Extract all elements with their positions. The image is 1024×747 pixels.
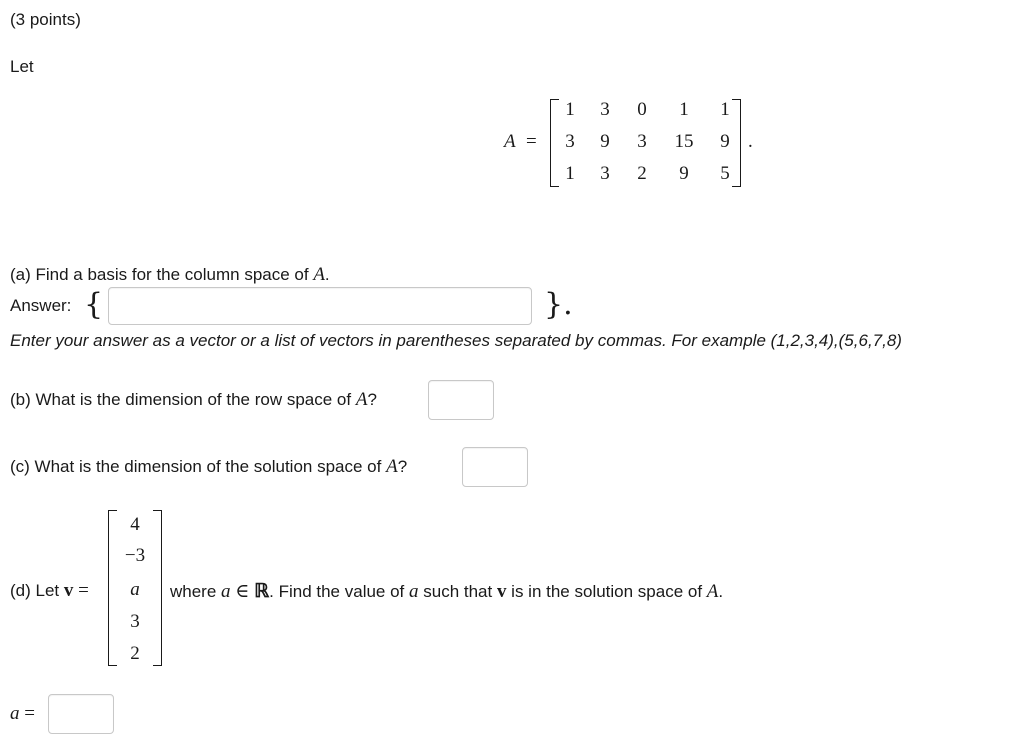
part-b-var: A [355, 389, 368, 410]
matrix-cell: 9 [679, 163, 689, 184]
part-b-question-text: (b) What is the dimension of the row space of [10, 390, 356, 409]
matrix-cell: 3 [565, 131, 575, 152]
row-space-dimension-input[interactable] [428, 380, 494, 420]
part-c-var: A [386, 456, 398, 477]
part-d-such-that: such that [418, 582, 497, 601]
solution-space-dimension-input[interactable] [462, 447, 528, 487]
part-c-question [10, 456, 407, 478]
points-label: (3 points) [10, 10, 81, 29]
part-b-qmark: ? [367, 390, 377, 409]
part-d-prefix [10, 580, 89, 602]
vector-equals: = [78, 580, 89, 601]
matrix-cell: 5 [720, 163, 730, 184]
part-c-question-text: (c) What is the dimension of the solution space of [10, 457, 387, 476]
matrix-cell: 9 [720, 131, 730, 152]
vector-entry: 4 [130, 514, 140, 535]
matrix-a [500, 95, 770, 190]
a-answer-equals: = [24, 703, 35, 724]
vector-entry: 2 [130, 643, 140, 664]
part-d-a-var: a [221, 581, 231, 602]
a-answer-var: a [10, 703, 20, 724]
vector-v [108, 510, 168, 670]
part-d-in-solution: is in the solution space of [506, 582, 707, 601]
part-d-end: . [718, 582, 724, 601]
answer-instructions: Enter your answer as a vector or a list of vectors in parentheses separated by commas. For example (1,2,3,4),(5,6,7,8) [10, 331, 902, 350]
matrix-period: . [748, 131, 753, 152]
matrix-name: A [504, 131, 516, 152]
close-brace: }. [544, 287, 573, 322]
part-d-matrix-var: A [706, 581, 719, 602]
part-d-vector-name: v [496, 581, 507, 602]
part-d-question [170, 580, 723, 603]
matrix-cell: 15 [674, 131, 694, 152]
part-a-var: A [313, 264, 325, 285]
answer-label: Answer: [10, 296, 72, 315]
a-answer-label [10, 703, 35, 725]
part-d-a-var-2: a [409, 581, 419, 602]
matrix-cell: 0 [637, 99, 647, 120]
matrix-cell: 1 [565, 99, 575, 120]
matrix-cell: 9 [600, 131, 610, 152]
part-c-qmark: ? [397, 457, 408, 476]
let-label: Let [10, 57, 34, 76]
a-value-input[interactable] [48, 694, 114, 734]
vector-entry: a [130, 579, 140, 600]
matrix-equals: = [526, 131, 537, 152]
matrix-cell: 2 [637, 163, 647, 184]
basis-answer-input[interactable] [108, 287, 532, 325]
matrix-cell: 1 [720, 99, 730, 120]
open-brace: { [84, 287, 104, 322]
matrix-cell: 3 [637, 131, 647, 152]
matrix-cell: 3 [600, 163, 610, 184]
part-d-find: . Find the value of [269, 582, 410, 601]
matrix-cell: 1 [565, 163, 575, 184]
element-of-symbol: ∈ [235, 581, 250, 602]
vector-entry: −3 [124, 545, 146, 566]
part-a-question-end: . [324, 265, 330, 284]
vector-name: v [63, 580, 74, 601]
matrix-cell: 1 [679, 99, 689, 120]
part-d-let: (d) Let [10, 581, 64, 600]
part-b-question [10, 389, 377, 411]
part-a-question [10, 264, 330, 286]
reals-symbol: ℝ [254, 581, 270, 602]
part-d-where: where [170, 582, 222, 601]
vector-entry: 3 [130, 611, 140, 632]
part-a-question-text: (a) Find a basis for the column space of [10, 265, 314, 284]
matrix-cell: 3 [600, 99, 610, 120]
